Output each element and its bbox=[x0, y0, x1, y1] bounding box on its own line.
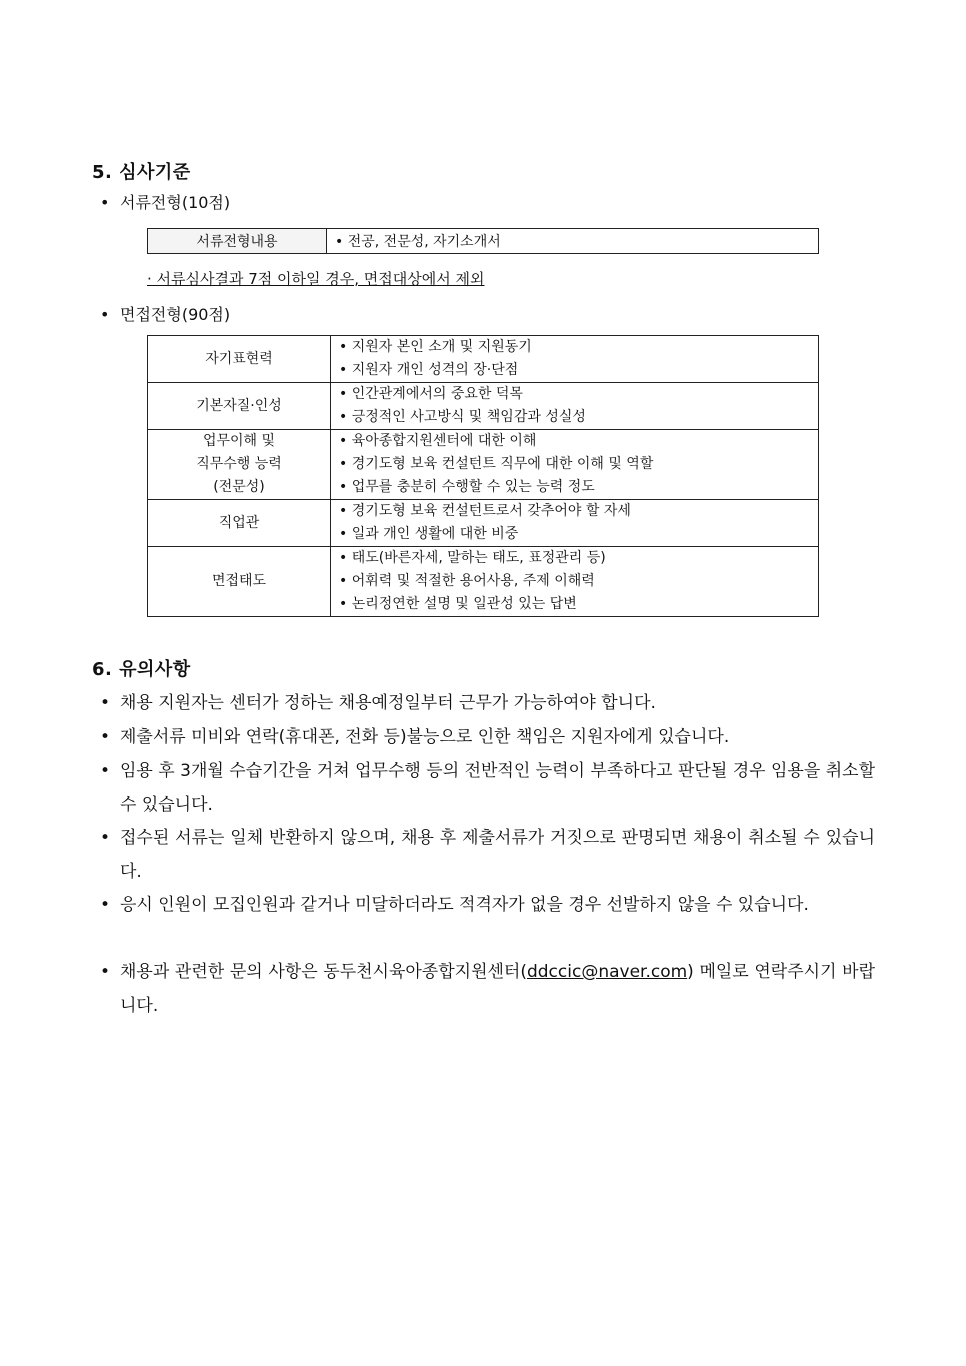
criterion-label-line: 직업관 bbox=[218, 514, 260, 531]
section-6-title: 6. 유의사항 bbox=[92, 659, 191, 680]
contact-text-before: 채용과 관련한 문의 사항은 동두천시육아종합지원센터( bbox=[120, 962, 527, 982]
interview-table bbox=[147, 335, 819, 617]
criterion-item-text: 업무를 충분히 수행할 수 있는 능력 정도 bbox=[351, 479, 595, 495]
note-item bbox=[100, 821, 875, 889]
interview-criterion bbox=[148, 430, 331, 500]
bullet-icon: • bbox=[339, 526, 352, 542]
criterion-label-line: 면접태도 bbox=[211, 573, 267, 589]
note-text bbox=[120, 955, 875, 1023]
interview-criterion-items bbox=[331, 547, 819, 617]
bullet-icon: • bbox=[339, 339, 352, 355]
note-item bbox=[100, 686, 875, 720]
interview-row bbox=[148, 383, 819, 430]
criterion-item-text: 태도(바른자세, 말하는 태도, 표정관리 등) bbox=[351, 550, 606, 566]
section-5-title: 5. 심사기준 bbox=[92, 162, 191, 183]
bullet-icon: • bbox=[100, 962, 111, 982]
contact-text-after: ) 메일로 연락주시기 바랍니다. bbox=[120, 962, 875, 1016]
bullet-icon: • bbox=[100, 761, 111, 781]
note-item bbox=[100, 720, 875, 754]
interview-criterion bbox=[148, 383, 331, 430]
interview-row bbox=[148, 336, 819, 383]
criterion-item-text: 지원자 개인 성격의 장·단점 bbox=[351, 362, 519, 378]
note-text: 제출서류 미비와 연락(휴대폰, 전화 등)불능으로 인한 책임은 지원자에게 있습니다. bbox=[120, 727, 730, 747]
doc-screening-note: · 서류심사결과 7점 이하일 경우, 면접대상에서 제외 bbox=[147, 270, 485, 288]
bullet-icon: • bbox=[339, 386, 352, 402]
email-link[interactable]: ddccic@naver.com bbox=[526, 962, 688, 982]
doc-screening-label: 서류전형(10점) bbox=[120, 193, 231, 212]
criterion-item bbox=[339, 547, 818, 570]
interview-heading bbox=[100, 302, 230, 325]
criterion-label-line: (전문성) bbox=[213, 479, 265, 495]
note-item bbox=[100, 754, 875, 822]
interview-criterion bbox=[148, 500, 331, 547]
bullet-icon: • bbox=[100, 305, 110, 324]
doc-screening-cell-content: • 전공, 전문성, 자기소개서 bbox=[327, 229, 819, 254]
criterion-item-text: 인간관계에서의 중요한 덕목 bbox=[351, 386, 523, 402]
criterion-item bbox=[339, 500, 818, 523]
interview-criterion bbox=[148, 336, 331, 383]
interview-criterion-items bbox=[331, 336, 819, 383]
bullet-icon: • bbox=[100, 828, 111, 848]
bullet-icon: • bbox=[339, 409, 352, 425]
criterion-item-text: 경기도형 보육 컨설턴트로서 갖추어야 할 자세 bbox=[351, 503, 631, 519]
doc-screening-cell-label: 서류전형내용 bbox=[148, 229, 327, 254]
interview-row bbox=[148, 547, 819, 617]
bullet-icon: • bbox=[339, 596, 352, 612]
criterion-item-text: 일과 개인 생활에 대한 비중 bbox=[351, 526, 519, 542]
interview-row bbox=[148, 500, 819, 547]
note-text: 채용 지원자는 센터가 정하는 채용예정일부터 근무가 가능하여야 합니다. bbox=[120, 693, 656, 713]
note-item-contact bbox=[100, 955, 875, 1023]
interview-row bbox=[148, 430, 819, 500]
criterion-item-text: 어휘력 및 적절한 용어사용, 주제 이해력 bbox=[351, 573, 595, 589]
criterion-item-text: 지원자 본인 소개 및 지원동기 bbox=[351, 339, 532, 355]
criterion-item bbox=[339, 453, 818, 476]
note-text: 접수된 서류는 일체 반환하지 않으며, 채용 후 제출서류가 거짓으로 판명되면 채용이 취소될 수 있습니다. bbox=[120, 828, 875, 882]
note-text: 응시 인원이 모집인원과 같거나 미달하더라도 적격자가 없을 경우 선발하지 않을 수 있습니다. bbox=[120, 895, 809, 915]
criterion-item bbox=[339, 570, 818, 593]
bullet-icon: • bbox=[339, 479, 352, 495]
bullet-icon: • bbox=[339, 550, 352, 566]
interview-criterion-items bbox=[331, 383, 819, 430]
criterion-label-line: 업무이해 및 bbox=[202, 433, 276, 449]
bullet-icon: • bbox=[100, 895, 111, 915]
doc-screening-table bbox=[147, 228, 819, 254]
criterion-item bbox=[339, 430, 818, 453]
criterion-item bbox=[339, 593, 818, 616]
criterion-item bbox=[339, 359, 818, 382]
note-item bbox=[100, 888, 875, 922]
note-text: 임용 후 3개월 수습기간을 거쳐 업무수행 등의 전반적인 능력이 부족하다고 판단될 경우 임용을 취소할 수 있습니다. bbox=[120, 761, 875, 815]
criterion-item-text: 경기도형 보육 컨설턴트 직무에 대한 이해 및 역할 bbox=[351, 456, 654, 472]
interview-criterion-items bbox=[331, 430, 819, 500]
bullet-icon: • bbox=[100, 693, 111, 713]
criterion-label-line: 직무수행 능력 bbox=[196, 456, 282, 472]
criterion-item bbox=[339, 476, 818, 499]
bullet-icon: • bbox=[339, 456, 352, 472]
criterion-item bbox=[339, 523, 818, 546]
interview-criterion bbox=[148, 547, 331, 617]
criterion-item bbox=[339, 336, 818, 359]
doc-screening-heading bbox=[100, 190, 230, 213]
criterion-label-line: 자기표현력 bbox=[205, 350, 273, 367]
criterion-item bbox=[339, 383, 818, 406]
bullet-icon: • bbox=[100, 193, 110, 212]
interview-label: 면접전형(90점) bbox=[120, 305, 231, 324]
bullet-icon: • bbox=[339, 503, 352, 519]
criterion-item-text: 육아종합지원센터에 대한 이해 bbox=[351, 433, 537, 449]
bullet-icon: • bbox=[339, 573, 352, 589]
criterion-item-text: 논리정연한 설명 및 일관성 있는 답변 bbox=[351, 596, 577, 612]
doc-screening-content-text: 전공, 전문성, 자기소개서 bbox=[347, 234, 501, 250]
bullet-icon: • bbox=[339, 433, 352, 449]
criterion-item-text: 긍정적인 사고방식 및 책임감과 성실성 bbox=[351, 409, 586, 425]
bullet-icon: • bbox=[339, 362, 352, 378]
criterion-item bbox=[339, 406, 818, 429]
bullet-icon: • bbox=[100, 727, 111, 747]
interview-criterion-items bbox=[331, 500, 819, 547]
criterion-label-line: 기본자질·인성 bbox=[196, 397, 282, 414]
